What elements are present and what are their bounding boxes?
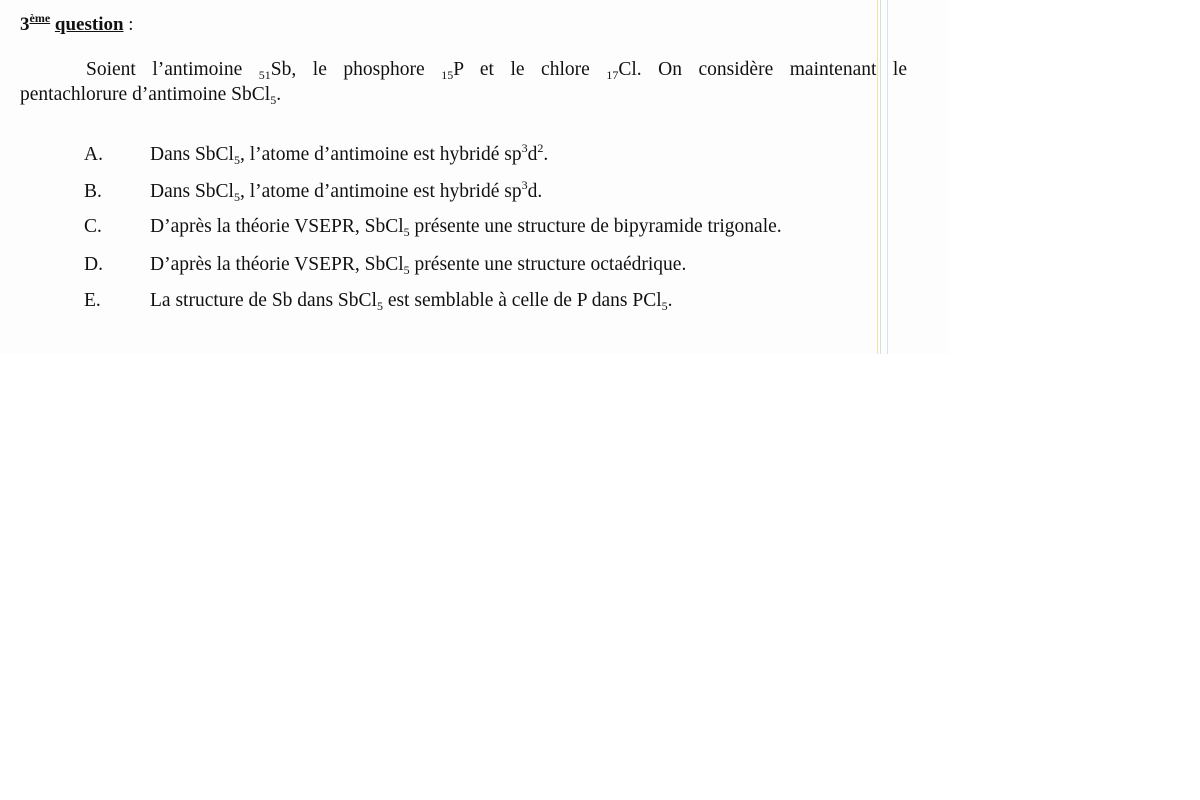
formula-subscript: 5 bbox=[403, 263, 410, 277]
orbital-superscript: 2 bbox=[537, 141, 544, 155]
question-number-superscript: ème bbox=[29, 11, 51, 25]
option-text: présente une structure octaédrique. bbox=[409, 254, 687, 275]
option-text: , l’atome d’antimoine est hybridé sp bbox=[239, 181, 522, 202]
option-b bbox=[84, 178, 543, 204]
question-heading bbox=[20, 11, 134, 36]
option-letter: C. bbox=[84, 216, 102, 237]
option-e bbox=[84, 290, 673, 312]
option-text: d. bbox=[527, 181, 543, 202]
question-number: 3 bbox=[20, 14, 30, 35]
formula-subscript: 5 bbox=[661, 299, 668, 313]
intro-line-2 bbox=[20, 82, 907, 107]
formula-subscript: 5 bbox=[233, 153, 240, 167]
scan-edge-line-green bbox=[880, 0, 881, 354]
intro-line-1 bbox=[20, 57, 907, 82]
intro-text: Soient l’antimoine bbox=[86, 59, 259, 80]
option-letter: E. bbox=[84, 290, 101, 311]
option-text: . bbox=[543, 144, 549, 165]
option-text: d bbox=[527, 144, 538, 165]
atomic-number-cl: 17 bbox=[606, 68, 619, 82]
intro-text: . bbox=[276, 84, 282, 105]
option-c bbox=[84, 216, 782, 238]
atomic-number-sb: 51 bbox=[258, 68, 271, 82]
orbital-superscript: 3 bbox=[521, 178, 528, 192]
atomic-number-p: 15 bbox=[441, 68, 454, 82]
scanned-page bbox=[0, 0, 948, 354]
formula-subscript: 5 bbox=[403, 225, 410, 239]
intro-text: Sb, le phosphore bbox=[270, 59, 442, 80]
orbital-superscript: 3 bbox=[521, 141, 528, 155]
formula-subscript: 5 bbox=[270, 93, 277, 107]
option-text: Dans SbCl bbox=[150, 144, 234, 165]
intro-text: pentachlorure d’antimoine SbCl bbox=[20, 84, 271, 105]
option-d bbox=[84, 254, 686, 276]
option-letter: B. bbox=[84, 181, 102, 202]
question-heading-suffix: : bbox=[123, 14, 134, 35]
option-text: , l’atome d’antimoine est hybridé sp bbox=[239, 144, 522, 165]
scan-edge-line-blue bbox=[887, 0, 888, 354]
intro-text: P et le chlore bbox=[453, 59, 607, 80]
option-letter: D. bbox=[84, 254, 103, 275]
option-text: D’après la théorie VSEPR, SbCl bbox=[150, 216, 404, 237]
scan-edge-line-yellow bbox=[877, 0, 878, 354]
option-text: présente une structure de bipyramide trigonale. bbox=[409, 216, 782, 237]
option-text: Dans SbCl bbox=[150, 181, 234, 202]
option-text: D’après la théorie VSEPR, SbCl bbox=[150, 254, 404, 275]
question-intro bbox=[20, 57, 907, 107]
question-word: question bbox=[54, 14, 124, 35]
formula-subscript: 5 bbox=[233, 190, 240, 204]
formula-subscript: 5 bbox=[376, 299, 383, 313]
option-text: La structure de Sb dans SbCl bbox=[150, 290, 377, 311]
option-text: est semblable à celle de P dans PCl bbox=[382, 290, 662, 311]
option-a bbox=[84, 141, 549, 167]
option-letter: A. bbox=[84, 144, 103, 165]
intro-text: Cl. On considère maintenant le bbox=[618, 59, 907, 80]
option-text: . bbox=[667, 290, 673, 311]
